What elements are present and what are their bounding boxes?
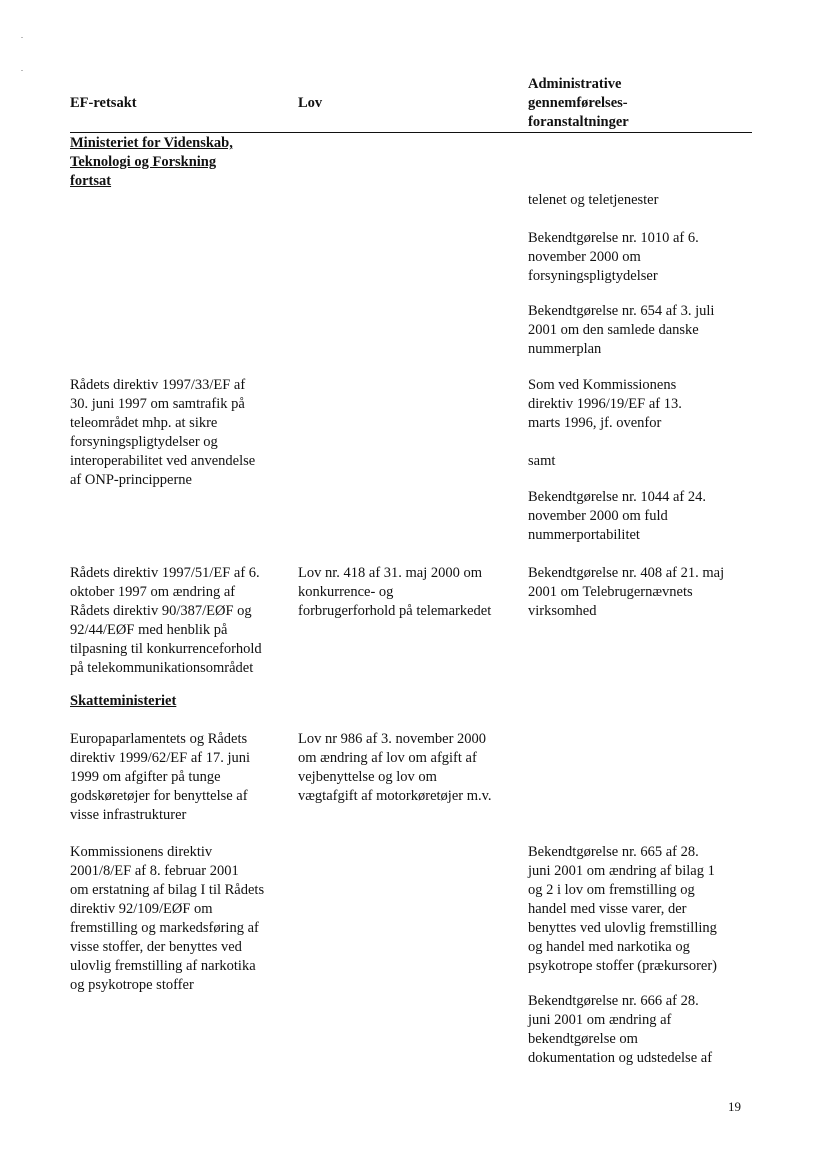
cell-c2-lov-418: Lov nr. 418 af 31. maj 2000 om konkurrence- og forbrugerforhold på telemarkedet <box>298 565 492 619</box>
cell-c3-bek-1010: Bekendtgørelse nr. 1010 af 6. november 2000 om forsyningspligtydelser <box>528 230 699 284</box>
cell-c1-direktiv-1997-33: Rådets direktiv 1997/33/EF af 30. juni 1997 om samtrafik på teleområdet mhp. at sikre forsyningspligtydelser og interoperabilitet ved anvendelse af ONP-principperne <box>70 377 256 488</box>
cell-c1-direktiv-2001-8: Kommissionens direktiv 2001/8/EF af 8. februar 2001 om erstatning af bilag I til Rådets direktiv 92/109/EØF om fremstilling og markedsføring af visse stoffer, der benyttes ved ulovlig fremstilling af narkotika og psykotrope stoffer <box>70 844 265 993</box>
section-title-skatteministeriet: Skatteministeriet <box>70 693 177 709</box>
column-header-administrative: Administrative gennemførelses- foranstaltninger <box>528 76 629 130</box>
cell-c3-bek-666: Bekendtgørelse nr. 666 af 28. juni 2001 om ændring af bekendtgørelse om dokumentation og udstedelse af <box>528 993 713 1066</box>
column-header-lov: Lov <box>298 95 323 111</box>
cell-c3-telenet: telenet og teletjenester <box>528 192 659 208</box>
cell-c3-bek-408: Bekendtgørelse nr. 408 af 21. maj 2001 om Telebrugernævnets virksomhed <box>528 565 725 619</box>
cell-c2-lov-986: Lov nr 986 af 3. november 2000 om ændring af lov om afgift af vejbenyttelse og lov om vægtafgift af motorkøretøjer m.v. <box>298 731 492 804</box>
cell-c3-samt: samt <box>528 453 556 469</box>
header-rule <box>70 132 752 133</box>
page-number: 19 <box>728 1099 741 1114</box>
cell-c3-som-ved: Som ved Kommissionens direktiv 1996/19/EF af 13. marts 1996, jf. ovenfor <box>528 377 682 431</box>
column-header-ef-retsakt: EF-retsakt <box>70 95 137 111</box>
scan-speck <box>21 70 23 71</box>
section-title-videnskab: Ministeriet for Videnskab, Teknologi og Forskning fortsat <box>70 135 233 189</box>
cell-c3-bek-665: Bekendtgørelse nr. 665 af 28. juni 2001 om ændring af bilag 1 og 2 i lov om fremstilling og handel med visse varer, der benyttes ved ulovlig fremstilling og handel med narkotika og psykotrope stoffer (prækursorer) <box>528 844 717 974</box>
cell-c1-direktiv-1999-62: Europaparlamentets og Rådets direktiv 1999/62/EF af 17. juni 1999 om afgifter på tunge godskøretøjer for benyttelse af visse infrastrukturer <box>70 731 251 823</box>
scan-speck <box>21 37 23 38</box>
cell-c1-direktiv-1997-51: Rådets direktiv 1997/51/EF af 6. oktober 1997 om ændring af Rådets direktiv 90/387/EØF og 92/44/EØF med henblik på tilpasning til konkurrenceforhold på telekommunikationsområdet <box>70 565 262 676</box>
cell-c3-bek-654: Bekendtgørelse nr. 654 af 3. juli 2001 om den samlede danske nummerplan <box>528 303 715 357</box>
cell-c3-bek-1044: Bekendtgørelse nr. 1044 af 24. november 2000 om fuld nummerportabilitet <box>528 489 706 543</box>
